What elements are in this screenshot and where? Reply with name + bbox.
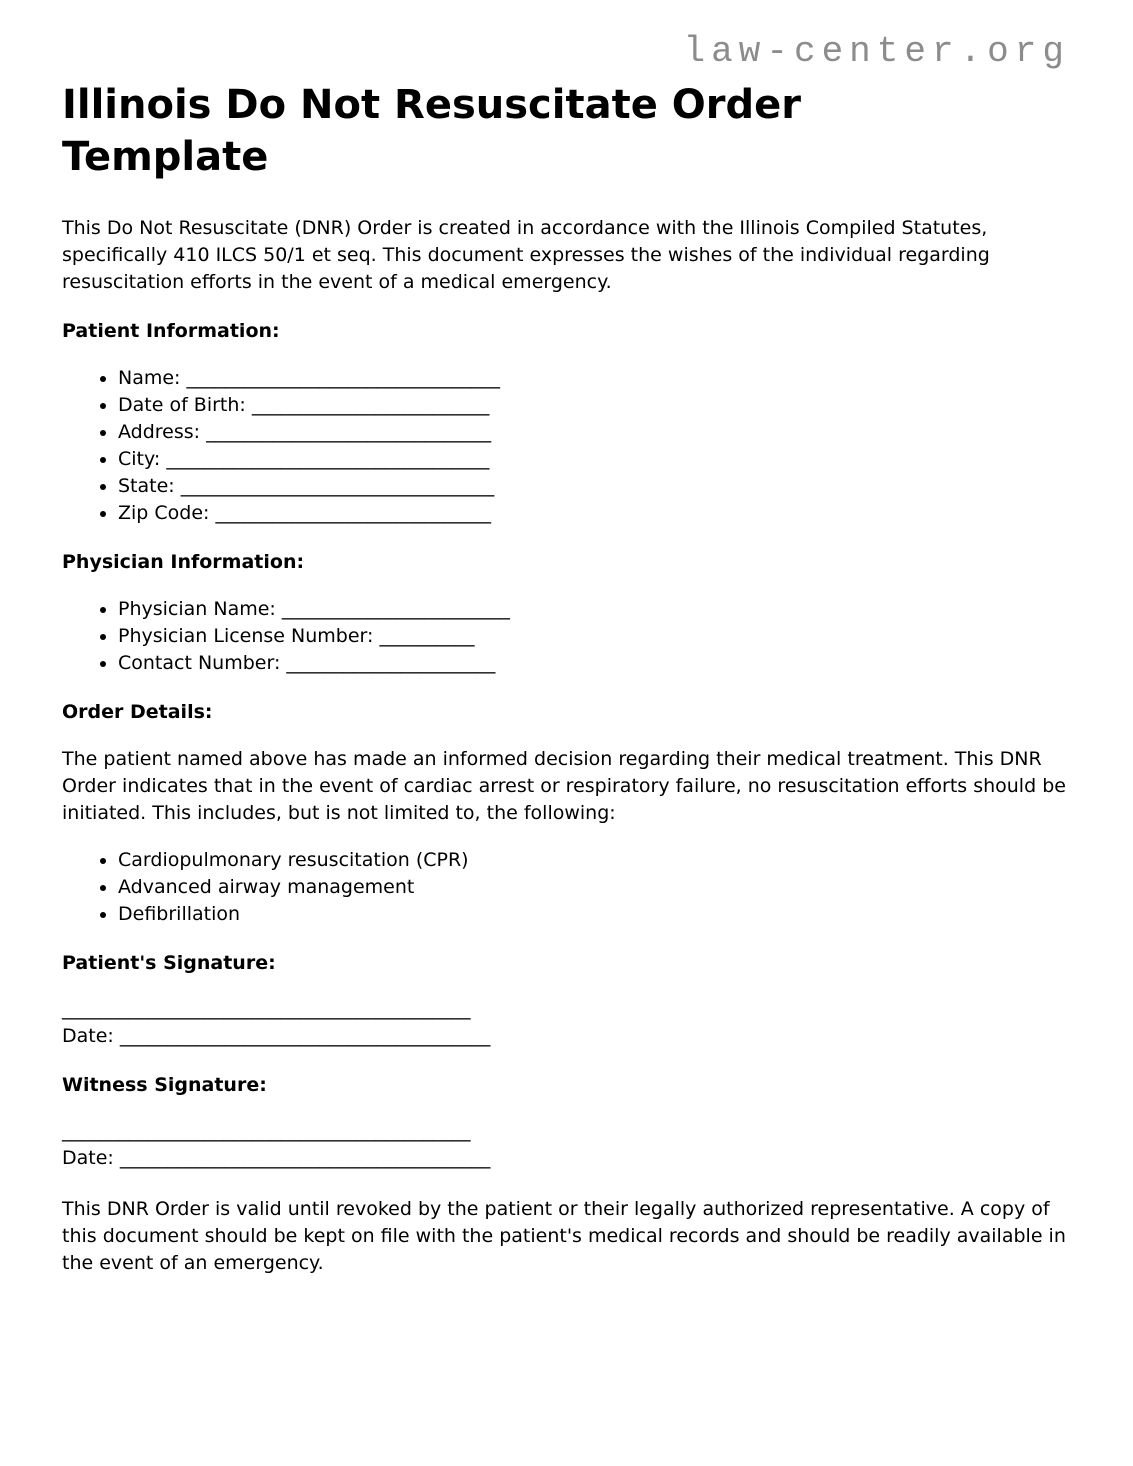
fill-in-blank: _________________________ xyxy=(251,394,490,416)
field-label: Address: xyxy=(118,421,201,443)
field-label: Physician License Number: xyxy=(118,625,374,647)
validity-paragraph: This DNR Order is valid until revoked by the patient or their legally authorized representative. A copy of this document should be kept on file with the patient's medical records and should be readily available in the event of an emergency. xyxy=(62,1198,1066,1274)
witness-signature-block xyxy=(62,1118,1070,1172)
list-item: • Defibrillation xyxy=(118,901,1070,928)
patient-info-list xyxy=(62,365,1070,527)
intro-paragraph: This Do Not Resuscitate (DNR) Order is created in accordance with the Illinois Compiled Statutes, specifically 410 ILCS 50/1 et seq. This document expresses the wishes of the individual regarding resuscitation efforts in the event of a medical emergency. xyxy=(62,217,990,293)
list-item xyxy=(118,419,1070,446)
fill-in-blank: _________________________________ xyxy=(186,367,501,389)
field-label: Date of Birth: xyxy=(118,394,246,416)
order-details-heading: Order Details: xyxy=(62,701,213,723)
witness-signature-heading: Witness Signature: xyxy=(62,1074,267,1096)
list-item: • Cardiopulmonary resuscitation (CPR) xyxy=(118,847,1070,874)
physician-info-heading: Physician Information: xyxy=(62,551,305,573)
list-item xyxy=(118,473,1070,500)
signature-line: ___________________________________________ xyxy=(62,1120,471,1142)
field-label: Physician Name: xyxy=(118,598,276,620)
field-label: Contact Number: xyxy=(118,652,281,674)
order-details-list xyxy=(62,847,1070,928)
fill-in-blank: __________ xyxy=(379,625,475,647)
list-item: • Advanced airway management xyxy=(118,874,1070,901)
page-title: Illinois Do Not Resuscitate Order Template xyxy=(62,82,801,180)
field-label: City: xyxy=(118,448,161,470)
fill-in-blank: _____________________________ xyxy=(215,502,491,524)
fill-in-blank: ______________________________ xyxy=(206,421,492,443)
fill-in-blank: __________________________________ xyxy=(166,448,490,470)
fill-in-blank: _________________________________ xyxy=(180,475,495,497)
date-label: Date: xyxy=(62,1147,114,1169)
patient-signature-heading: Patient's Signature: xyxy=(62,952,276,974)
field-label: Zip Code: xyxy=(118,502,210,524)
list-item xyxy=(118,446,1070,473)
field-label: State: xyxy=(118,475,175,497)
list-item xyxy=(118,596,1070,623)
date-label: Date: xyxy=(62,1025,114,1047)
order-details-paragraph: The patient named above has made an informed decision regarding their medical treatment. This DNR Order indicates that in the event of cardiac arrest or respiratory failure, no resuscitation efforts should be initiated. This includes, but is not limited to, the following: xyxy=(62,748,1066,824)
fill-in-blank: ______________________ xyxy=(286,652,496,674)
signature-line: ___________________________________________ xyxy=(62,998,471,1020)
fill-in-blank: ________________________ xyxy=(281,598,510,620)
date-line: _______________________________________ xyxy=(119,1025,491,1047)
field-label: Name: xyxy=(118,367,181,389)
site-watermark: law-center.org xyxy=(683,31,1070,72)
list-item xyxy=(118,392,1070,419)
patient-signature-block xyxy=(62,996,1070,1050)
physician-info-list xyxy=(62,596,1070,677)
list-item xyxy=(118,365,1070,392)
list-item xyxy=(118,623,1070,650)
list-item xyxy=(118,500,1070,527)
list-item xyxy=(118,650,1070,677)
patient-info-heading: Patient Information: xyxy=(62,320,280,342)
date-line: _______________________________________ xyxy=(119,1147,491,1169)
